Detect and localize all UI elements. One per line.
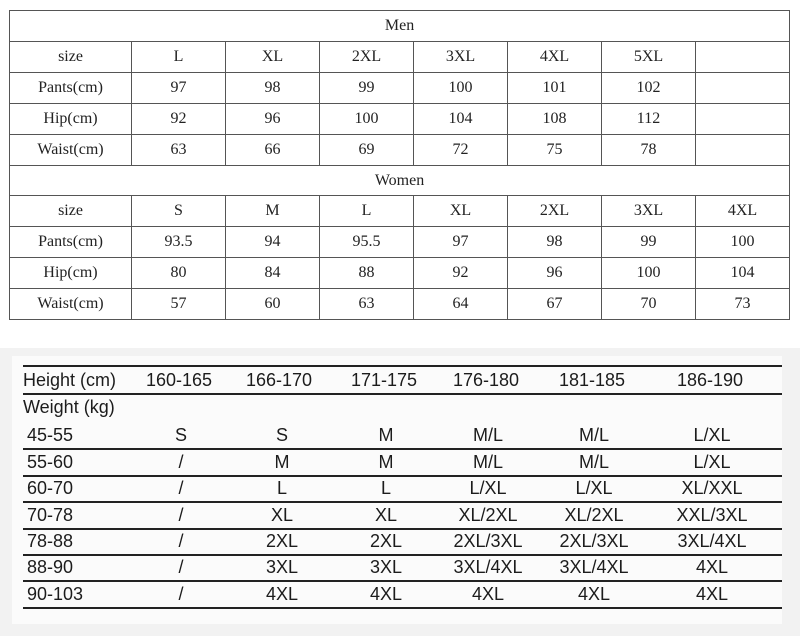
recommended-size: 2XL/3XL (559, 531, 629, 551)
table-cell: 92 (414, 258, 508, 289)
table-cell: 100 (602, 258, 696, 289)
height-range: 166-170 (245, 370, 313, 390)
table-cell: 57 (132, 289, 226, 320)
recommended-size: 3XL (369, 557, 403, 577)
recommended-size: / (178, 557, 184, 577)
table-cell: 96 (508, 258, 602, 289)
table-cell: 97 (132, 73, 226, 104)
size-measurement-table (9, 10, 790, 320)
table-cell: 63 (320, 289, 414, 320)
table-cell: S (132, 196, 226, 227)
recommended-size: XL/2XL (564, 505, 624, 525)
table-cell: Hip(cm) (10, 258, 132, 289)
height-weight-chart (0, 348, 800, 636)
table-cell: 101 (508, 73, 602, 104)
weight-row (23, 502, 782, 530)
women-section-title: Women (10, 166, 790, 196)
table-cell: 67 (508, 289, 602, 320)
men-section-title: Men (10, 11, 790, 42)
recommended-size: L (380, 478, 392, 498)
weight-row (23, 422, 782, 450)
weight-row (23, 528, 782, 556)
table-cell: XL (414, 196, 508, 227)
table-cell: 99 (320, 73, 414, 104)
table-cell (696, 73, 790, 104)
height-header-row (23, 367, 782, 395)
table-cell: 60 (226, 289, 320, 320)
table-cell: 98 (226, 73, 320, 104)
table-cell: 98 (508, 227, 602, 258)
recommended-size: L/XL (693, 452, 731, 472)
weight-range: 90-103 (27, 584, 84, 604)
table-cell: 3XL (602, 196, 696, 227)
table-cell: 93.5 (132, 227, 226, 258)
weight-label: Weight (kg) (23, 397, 115, 417)
weight-range: 55-60 (27, 452, 74, 472)
recommended-size: 4XL (695, 557, 729, 577)
table-cell: 66 (226, 135, 320, 166)
table-cell: 95.5 (320, 227, 414, 258)
men-measure-row (10, 104, 790, 135)
table-cell: Waist(cm) (10, 135, 132, 166)
table-cell: 104 (414, 104, 508, 135)
recommended-size: / (178, 531, 184, 551)
women-size-header-row (10, 196, 790, 227)
table-cell: 5XL (602, 42, 696, 73)
recommended-size: 3XL/4XL (453, 557, 523, 577)
table-cell: 104 (696, 258, 790, 289)
recommended-size: L (276, 478, 288, 498)
recommended-size: S (275, 425, 289, 445)
table-cell: 4XL (508, 42, 602, 73)
recommended-size: 3XL (265, 557, 299, 577)
recommended-size: M/L (472, 425, 504, 445)
weight-range: 45-55 (27, 425, 74, 445)
table-cell: 72 (414, 135, 508, 166)
recommended-size: XL/2XL (458, 505, 518, 525)
table-cell: 64 (414, 289, 508, 320)
recommended-size: / (178, 452, 184, 472)
recommended-size: XXL/3XL (676, 505, 748, 525)
table-cell: 70 (602, 289, 696, 320)
table-cell: 96 (226, 104, 320, 135)
recommended-size: / (178, 584, 184, 604)
table-cell (696, 42, 790, 73)
table-cell: 2XL (320, 42, 414, 73)
table-cell (696, 135, 790, 166)
table-cell: 88 (320, 258, 414, 289)
table-cell: 75 (508, 135, 602, 166)
women-measure-row (10, 227, 790, 258)
table-cell: Waist(cm) (10, 289, 132, 320)
table-cell: 4XL (696, 196, 790, 227)
table-cell: 100 (414, 73, 508, 104)
table-cell: 99 (602, 227, 696, 258)
recommended-size: 4XL (369, 584, 403, 604)
weight-range: 78-88 (27, 531, 74, 551)
height-range: 176-180 (452, 370, 520, 390)
recommended-size: M (378, 425, 394, 445)
women-measure-row (10, 289, 790, 320)
weight-row (23, 449, 782, 477)
table-cell: XL (226, 42, 320, 73)
recommended-size: XL/XXL (681, 478, 743, 498)
men-measure-row (10, 73, 790, 104)
women-section-row (10, 166, 790, 196)
table-cell: size (10, 42, 132, 73)
table-cell (696, 104, 790, 135)
table-cell: 97 (414, 227, 508, 258)
table-cell: 80 (132, 258, 226, 289)
height-label: Height (cm) (23, 370, 117, 390)
table-cell: 108 (508, 104, 602, 135)
recommended-size: L/XL (693, 425, 731, 445)
table-cell: Pants(cm) (10, 227, 132, 258)
table-cell: 102 (602, 73, 696, 104)
men-size-header-row (10, 42, 790, 73)
table-cell: 92 (132, 104, 226, 135)
recommended-size: XL (374, 505, 398, 525)
table-cell: 78 (602, 135, 696, 166)
recommended-size: 4XL (265, 584, 299, 604)
weight-range: 70-78 (27, 505, 74, 525)
recommended-size: 2XL (369, 531, 403, 551)
table-cell: M (226, 196, 320, 227)
weight-row (23, 554, 782, 582)
men-measure-row (10, 135, 790, 166)
table-cell: Hip(cm) (10, 104, 132, 135)
table-cell: 69 (320, 135, 414, 166)
height-range: 181-185 (558, 370, 626, 390)
recommended-size: S (174, 425, 188, 445)
recommended-size: 2XL/3XL (453, 531, 523, 551)
height-range: 171-175 (350, 370, 418, 390)
table-cell: 3XL (414, 42, 508, 73)
recommended-size: M (274, 452, 290, 472)
men-section-row (10, 11, 790, 42)
recommended-size: 3XL/4XL (559, 557, 629, 577)
recommended-size: 4XL (695, 584, 729, 604)
table-cell: 94 (226, 227, 320, 258)
table-cell: 73 (696, 289, 790, 320)
recommended-size: 4XL (577, 584, 611, 604)
recommended-size: L/XL (469, 478, 507, 498)
weight-header-row (23, 394, 782, 420)
height-range: 186-190 (676, 370, 744, 390)
table-cell: L (132, 42, 226, 73)
recommended-size: 4XL (471, 584, 505, 604)
recommended-size: XL (270, 505, 294, 525)
recommended-size: L/XL (575, 478, 613, 498)
women-measure-row (10, 258, 790, 289)
recommended-size: / (178, 505, 184, 525)
table-cell: 63 (132, 135, 226, 166)
recommended-size: M/L (578, 425, 610, 445)
weight-range: 88-90 (27, 557, 74, 577)
recommended-size: 2XL (265, 531, 299, 551)
table-cell: L (320, 196, 414, 227)
recommended-size: 3XL/4XL (677, 531, 747, 551)
table-cell: Pants(cm) (10, 73, 132, 104)
recommended-size: M/L (578, 452, 610, 472)
table-cell: 100 (320, 104, 414, 135)
table-cell: 84 (226, 258, 320, 289)
recommended-size: / (178, 478, 184, 498)
recommended-size: M (378, 452, 394, 472)
height-range: 160-165 (145, 370, 213, 390)
weight-range: 60-70 (27, 478, 74, 498)
weight-row (23, 581, 782, 609)
table-cell: 2XL (508, 196, 602, 227)
table-cell: 112 (602, 104, 696, 135)
recommended-size: M/L (472, 452, 504, 472)
table-cell: 100 (696, 227, 790, 258)
table-cell: size (10, 196, 132, 227)
weight-row (23, 475, 782, 503)
